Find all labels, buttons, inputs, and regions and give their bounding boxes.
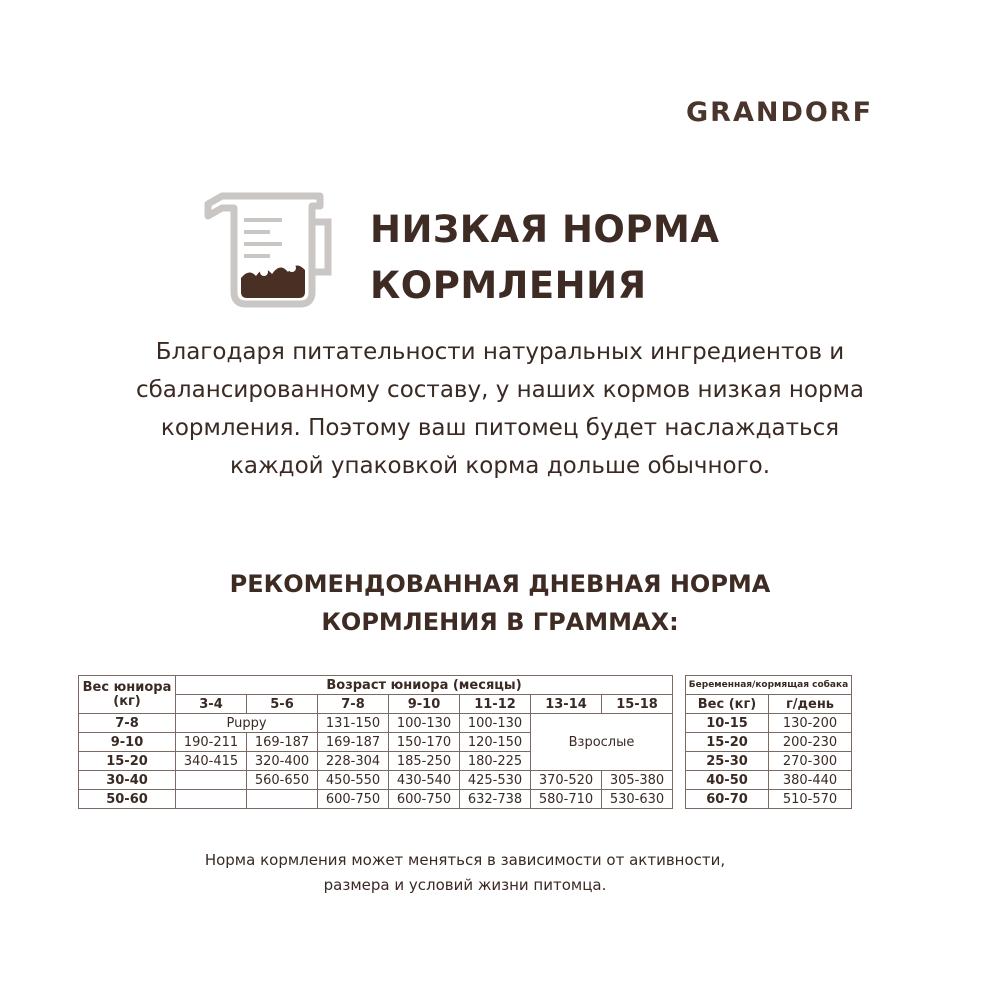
pregnant-feeding-table: [685, 675, 852, 809]
junior-feeding-table: [78, 675, 673, 809]
footnote: Норма кормления может меняться в зависимости от активности, размера и условий жизни питомца.: [204, 851, 726, 894]
measuring-cup-icon: [204, 192, 334, 310]
daily-column-header: г/день: [769, 695, 852, 714]
table-row: 50-60 600-750 600-750 632-738 580-710 530-630: [79, 790, 673, 809]
weight-header: Вес юниора (кг): [79, 676, 176, 714]
age-column-header: 13-14: [531, 695, 602, 714]
table-row: 15-20 340-415 320-400 228-304 185-250 180-225: [79, 752, 673, 771]
age-header: Возраст юниора (месяцы): [176, 676, 673, 695]
age-column-header: 15-18: [602, 695, 673, 714]
puppy-label: Puppy: [176, 714, 318, 733]
table-row: 15-20 200-230: [686, 733, 852, 752]
table-row: 60-70 510-570: [686, 790, 852, 809]
table-row: 7-8 Puppy 131-150 100-130 100-130 Взрослые: [79, 714, 673, 733]
age-column-header: 9-10: [389, 695, 460, 714]
weight-column-header: Вес (кг): [686, 695, 769, 714]
age-column-header: 5-6: [247, 695, 318, 714]
table-section-title: РЕКОМЕНДОВАННАЯ ДНЕВНАЯ НОРМА КОРМЛЕНИЯ В ГРАММАХ:: [229, 570, 771, 636]
table-row: 10-15 130-200: [686, 714, 852, 733]
adult-label: Взрослые: [531, 714, 673, 771]
table-row: 40-50 380-440: [686, 771, 852, 790]
section-title: НИЗКАЯ НОРМА КОРМЛЕНИЯ: [370, 208, 720, 307]
pregnant-header: Беременная/кормящая собака: [686, 676, 852, 695]
table-row: 9-10 190-211 169-187 169-187 150-170 120-150: [79, 733, 673, 752]
brand-logo: GRANDORF: [686, 97, 874, 128]
table-row: 30-40 560-650 450-550 430-540 425-530 370-520 305-380: [79, 771, 673, 790]
age-column-header: 7-8: [318, 695, 389, 714]
age-column-header: 11-12: [460, 695, 531, 714]
intro-paragraph: Благодаря питательности натуральных ингредиентов и сбалансированному составу, у наших кормов низкая норма кормления. Поэтому ваш питомец будет наслаждаться каждой упаковкой корма дольше обычного.: [135, 339, 865, 479]
table-row: 25-30 270-300: [686, 752, 852, 771]
age-column-header: 3-4: [176, 695, 247, 714]
